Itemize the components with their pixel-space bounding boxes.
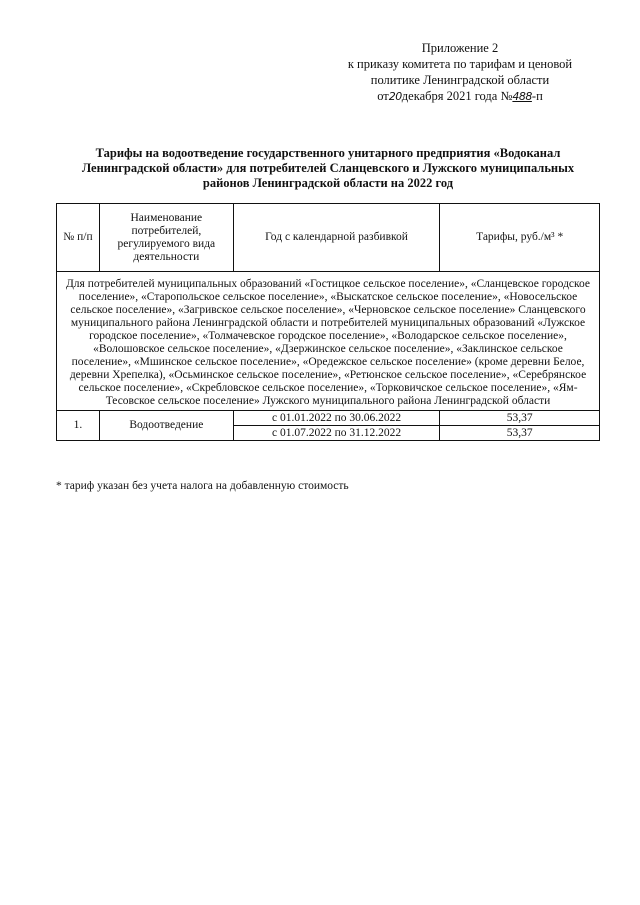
header-period: Год с календарной разбивкой — [233, 204, 440, 272]
header-name: Наименование потребителей, регулируемого вида деятельности — [99, 204, 233, 272]
order-middle: декабря 2021 года № — [401, 89, 513, 103]
header-num: № п/п — [57, 204, 100, 272]
row-period-2: с 01.07.2022 по 31.12.2022 — [233, 426, 440, 441]
row-period-1: с 01.01.2022 по 30.06.2022 — [233, 411, 440, 426]
footnote: * тариф указан без учета налога на добавленную стоимость — [56, 480, 349, 492]
consumers-note: Для потребителей муниципальных образований «Гостицкое сельское поселение», «Сланцевское городское поселение», «Старопольское сельское поселение», «Выскатское сельское поселение», «Новосельское сельское поселение», «Загривское сельское поселение», «Черновское сельское поселение» Сланцевского муниципального района Ленинградской области и потребителей муниципальных образований «Лужское городское поселение», «Толмачевское городское поселение», «Володарское сельское поселение», «Волошовское сельское поселение», «Дзержинское сельское поселение», «Заклинское сельское поселение», «Мшинское сельское поселение», «Оредежское сельское поселение» (кроме деревни Белое, деревни Хрепелка), «Осьминское сельское поселение», «Ретюнское сельское поселение», «Серебрянское сельское поселение», «Скребловское сельское поселение», «Торковичское сельское поселение», «Ям-Тесовское сельское поселение» Лужского муниципального района Ленинградской области — [57, 272, 600, 411]
row-tariff-1: 53,37 — [440, 411, 600, 426]
document-title: Тарифы на водоотведение государственного унитарного предприятия «Водоканал Ленинградской области» для потребителей Сланцевского и Лужского муниципальных районов Ленинградской области на 2022 год — [81, 146, 575, 190]
order-prefix: от — [377, 89, 389, 103]
row-num: 1. — [57, 411, 100, 441]
tariff-table — [56, 203, 600, 441]
order-suffix: -п — [531, 89, 543, 103]
appendix-line3: политике Ленинградской области — [370, 73, 550, 87]
row-tariff-2: 53,37 — [440, 426, 600, 441]
header-tariff: Тарифы, руб./м³ * — [440, 204, 600, 272]
appendix-block — [340, 40, 580, 105]
order-line — [340, 88, 580, 105]
consumers-row — [57, 272, 600, 411]
appendix-line2: к приказу комитета по тарифам и ценовой — [347, 57, 573, 71]
order-number: 488 — [512, 90, 532, 103]
row-service: Водоотведение — [99, 411, 233, 441]
appendix-line1: Приложение 2 — [421, 41, 499, 55]
table-header-row — [57, 204, 600, 272]
order-day: 20 — [388, 90, 402, 103]
table-row — [57, 411, 600, 426]
